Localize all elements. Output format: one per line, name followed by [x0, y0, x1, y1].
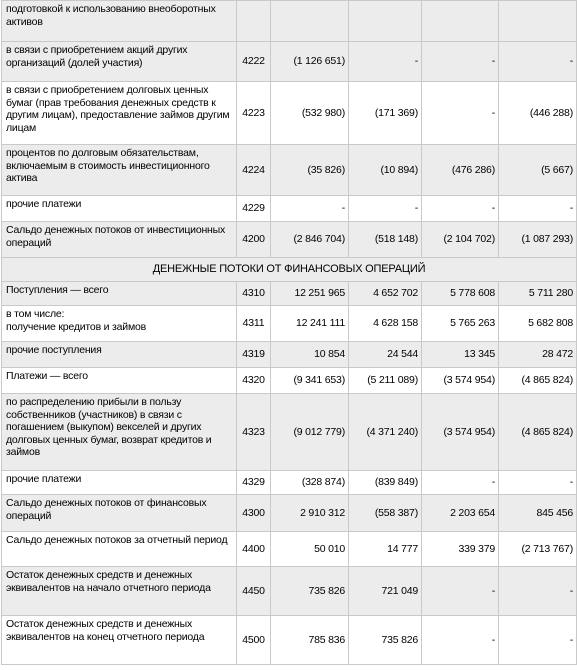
row-code: 4319 — [237, 342, 271, 368]
value-col-1 — [271, 1, 349, 42]
row-code: 4311 — [237, 306, 271, 342]
value-col-4: (1 087 293) — [499, 222, 577, 258]
row-label: Платежи — всего — [2, 368, 237, 394]
value-col-2: - — [349, 42, 422, 82]
table-row — [2, 196, 577, 222]
value-col-2: (171 369) — [349, 82, 422, 145]
value-col-4: 28 472 — [499, 342, 577, 368]
value-col-2: (5 211 089) — [349, 368, 422, 394]
row-code: 4229 — [237, 196, 271, 222]
value-col-4: (4 865 824) — [499, 394, 577, 471]
table-row — [2, 1, 577, 42]
table-row — [2, 342, 577, 368]
value-col-2: (10 894) — [349, 145, 422, 196]
row-label: Сальдо денежных потоков от инвестиционных операций — [2, 222, 237, 258]
value-col-3: - — [422, 567, 499, 616]
row-code: 4310 — [237, 282, 271, 306]
row-code: 4329 — [237, 471, 271, 495]
value-col-1: 735 826 — [271, 567, 349, 616]
value-col-4: - — [499, 567, 577, 616]
value-col-1: (9 012 779) — [271, 394, 349, 471]
value-col-3: 339 379 — [422, 532, 499, 567]
value-col-4: - — [499, 196, 577, 222]
row-label: Остаток денежных средств и денежных эквивалентов на начало отчетного периода — [2, 567, 237, 616]
value-col-3 — [422, 1, 499, 42]
table-row — [2, 145, 577, 196]
value-col-3: (3 574 954) — [422, 394, 499, 471]
row-code: 4500 — [237, 616, 271, 665]
row-label: прочие поступления — [2, 342, 237, 368]
row-code: 4300 — [237, 495, 271, 532]
value-col-3: (3 574 954) — [422, 368, 499, 394]
value-col-1: 10 854 — [271, 342, 349, 368]
row-code: 4450 — [237, 567, 271, 616]
row-code: 4320 — [237, 368, 271, 394]
value-col-4: (2 713 767) — [499, 532, 577, 567]
table-row — [2, 532, 577, 567]
value-col-3: 2 203 654 — [422, 495, 499, 532]
section-title: ДЕНЕЖНЫЕ ПОТОКИ ОТ ФИНАНСОВЫХ ОПЕРАЦИЙ — [2, 258, 577, 282]
value-col-4: (5 667) — [499, 145, 577, 196]
value-col-2: 4 628 158 — [349, 306, 422, 342]
row-code: 4224 — [237, 145, 271, 196]
value-col-2 — [349, 1, 422, 42]
value-col-3: (2 104 702) — [422, 222, 499, 258]
value-col-1: 2 910 312 — [271, 495, 349, 532]
value-col-2: (839 849) — [349, 471, 422, 495]
row-code: 4200 — [237, 222, 271, 258]
row-label: в связи с приобретением акций других организаций (долей участия) — [2, 42, 237, 82]
value-col-1: 12 251 965 — [271, 282, 349, 306]
value-col-3: - — [422, 82, 499, 145]
table-row — [2, 82, 577, 145]
value-col-2: 721 049 — [349, 567, 422, 616]
value-col-1: - — [271, 196, 349, 222]
value-col-3: - — [422, 196, 499, 222]
table-row — [2, 42, 577, 82]
row-label: прочие платежи — [2, 471, 237, 495]
row-label: в том числе: получение кредитов и займов — [2, 306, 237, 342]
value-col-1: 12 241 111 — [271, 306, 349, 342]
cash-flow-table-body — [2, 1, 577, 665]
value-col-4: (446 288) — [499, 82, 577, 145]
value-col-1: 50 010 — [271, 532, 349, 567]
table-row — [2, 306, 577, 342]
value-col-2: 24 544 — [349, 342, 422, 368]
value-col-1: (328 874) — [271, 471, 349, 495]
value-col-1: (9 341 653) — [271, 368, 349, 394]
value-col-3: 5 778 608 — [422, 282, 499, 306]
value-col-2: 4 652 702 — [349, 282, 422, 306]
value-col-4: - — [499, 471, 577, 495]
value-col-1: 785 836 — [271, 616, 349, 665]
value-col-1: (35 826) — [271, 145, 349, 196]
row-code: 4222 — [237, 42, 271, 82]
row-code: 4400 — [237, 532, 271, 567]
value-col-1: (532 980) — [271, 82, 349, 145]
table-row — [2, 394, 577, 471]
value-col-4: (4 865 824) — [499, 368, 577, 394]
value-col-3: (476 286) — [422, 145, 499, 196]
value-col-4: 5 682 808 — [499, 306, 577, 342]
value-col-4 — [499, 1, 577, 42]
row-label: Остаток денежных средств и денежных эквивалентов на конец отчетного периода — [2, 616, 237, 665]
row-label: прочие платежи — [2, 196, 237, 222]
value-col-3: - — [422, 471, 499, 495]
table-row — [2, 616, 577, 665]
table-row — [2, 471, 577, 495]
value-col-4: 5 711 280 — [499, 282, 577, 306]
table-row — [2, 567, 577, 616]
table-row — [2, 495, 577, 532]
row-label: процентов по долговым обязательствам, включаемым в стоимость инвестиционного актива — [2, 145, 237, 196]
table-row — [2, 368, 577, 394]
value-col-3: - — [422, 42, 499, 82]
value-col-3: 5 765 263 — [422, 306, 499, 342]
row-code: 4223 — [237, 82, 271, 145]
value-col-2: 735 826 — [349, 616, 422, 665]
row-code — [237, 1, 271, 42]
cash-flow-table — [1, 0, 577, 665]
value-col-4: - — [499, 616, 577, 665]
value-col-2: 14 777 — [349, 532, 422, 567]
value-col-4: - — [499, 42, 577, 82]
value-col-1: (1 126 651) — [271, 42, 349, 82]
value-col-2: (4 371 240) — [349, 394, 422, 471]
value-col-1: (2 846 704) — [271, 222, 349, 258]
value-col-2: (558 387) — [349, 495, 422, 532]
row-label: по распределению прибыли в пользу собственников (участников) в связи с погашением (выкупом) векселей и других долговых ценных бумаг, возврат кредитов и займов — [2, 394, 237, 471]
table-row — [2, 282, 577, 306]
value-col-4: 845 456 — [499, 495, 577, 532]
table-row — [2, 222, 577, 258]
value-col-3: 13 345 — [422, 342, 499, 368]
value-col-3: - — [422, 616, 499, 665]
row-code: 4323 — [237, 394, 271, 471]
value-col-2: - — [349, 196, 422, 222]
section-header-row — [2, 258, 577, 282]
row-label: Сальдо денежных потоков за отчетный период — [2, 532, 237, 567]
row-label: подготовкой к использованию внеоборотных активов — [2, 1, 237, 42]
row-label: Сальдо денежных потоков от финансовых операций — [2, 495, 237, 532]
value-col-2: (518 148) — [349, 222, 422, 258]
row-label: в связи с приобретением долговых ценных бумаг (прав требования денежных средств к другим лицам), предоставление займов другим лицам — [2, 82, 237, 145]
row-label: Поступления — всего — [2, 282, 237, 306]
